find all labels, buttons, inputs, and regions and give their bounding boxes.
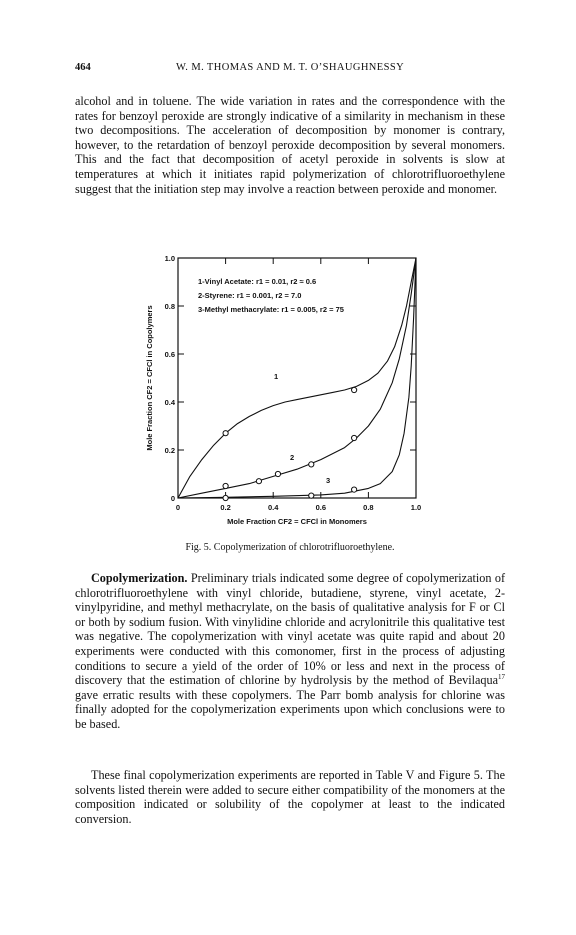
x-tick-label: 0.2 (220, 503, 231, 512)
running-title: W. M. THOMAS AND M. T. O’SHAUGHNESSY (175, 62, 405, 73)
legend-entry-3: 3-Methyl methacrylate: r1 = 0.005, r2 = 75 (198, 305, 344, 314)
data-point-series-2 (223, 483, 228, 488)
data-point-series-2 (256, 479, 261, 484)
data-point-series-3 (352, 487, 357, 492)
data-point-series-1 (352, 387, 357, 392)
y-axis-title: Mole Fraction CF2 = CFCl in Copolymers (145, 305, 154, 451)
paragraph-1: alcohol and in toluene. The wide variation in rates and the correspondence with the rates for benzoyl peroxide are strongly indicative of a similarity in mechanism in these two decompositions. The acceleration of decomposition by monomer is contrary, however, to the retardation of benzoyl peroxide decomposition by several monomers. This and the fact that decomposition of acetyl peroxide in solvents is slow at temperatures at which it initiates rapid polymerization of chlorotrifluoroethylene suggest that the initiation step may involve a reaction between peroxide and monomer. (75, 94, 505, 196)
figure-caption: Fig. 5. Copolymerization of chlorotrifluoroethylene. (185, 542, 395, 553)
page-number: 464 (75, 62, 91, 73)
paragraph-2-text-a: Preliminary trials indicated some degree of copolymerization of chlorotrifluoroethylene with vinyl chloride, butadiene, styrene, vinyl acetate, 2-vinylpyridine, and methyl methacrylate, on the basis of qualitative analysis for F or Cl or both by sodium fusion. With vinylidine chloride and acrylonitrile this qualitative test was negative. The copolymerization with vinyl acetate was quite rapid and about 20 experiments were conducted with this comonomer, first in the process of adjusting conditions to secure a yield of the order of 10% or less and next in the process of discovery that the estimation of chlorine by hydrolysis by the method of Bevilaqua (75, 571, 506, 688)
data-point-series-2 (275, 471, 280, 476)
x-tick-label: 0.6 (315, 503, 327, 512)
curve-label-3: 3 (326, 476, 331, 485)
y-tick-label: 0.6 (164, 350, 175, 359)
y-tick-label: 0.8 (164, 302, 175, 311)
y-tick-label: 0 (170, 494, 175, 503)
section-heading: Copolymerization. (91, 571, 188, 585)
x-axis-title: Mole Fraction CF2 = CFCl in Monomers (227, 517, 367, 526)
data-point-series-3 (223, 495, 228, 500)
y-tick-label: 1.0 (164, 254, 175, 263)
x-tick-label: 0.8 (363, 503, 374, 512)
data-point-series-2 (352, 435, 357, 440)
figure-5-chart (140, 253, 430, 537)
x-tick-label: 0 (175, 503, 181, 512)
data-point-series-2 (309, 462, 314, 467)
y-tick-label: 0.2 (164, 446, 175, 455)
data-point-series-3 (309, 493, 314, 498)
data-point-series-1 (223, 431, 228, 436)
curve-label-1: 1 (274, 372, 279, 381)
reference-superscript: 17 (498, 673, 505, 682)
paragraph-2-text-b: gave erratic results with these copolymers. The Parr bomb analysis for chlorine was finally adopted for the copolymerization experiments upon which conclusions were to be based. (75, 687, 505, 731)
legend-entry-1: 1-Vinyl Acetate: r1 = 0.01, r2 ≈ 0.6 (198, 277, 317, 286)
y-tick-label: 0.4 (164, 398, 175, 407)
paragraph-2 (75, 571, 505, 732)
curve-label-2: 2 (290, 453, 295, 462)
x-tick-label: 0.4 (267, 503, 279, 512)
paragraph-3: These final copolymerization experiments are reported in Table V and Figure 5. The solvents listed therein were added to secure either compatibility of the monomers at the composition indicated or solubility of the copolymer at least to the indicated conversion. (75, 768, 505, 826)
legend-entry-2: 2-Styrene: r1 = 0.001, r2 = 7.0 (198, 291, 302, 300)
x-tick-label: 1.0 (410, 503, 422, 512)
